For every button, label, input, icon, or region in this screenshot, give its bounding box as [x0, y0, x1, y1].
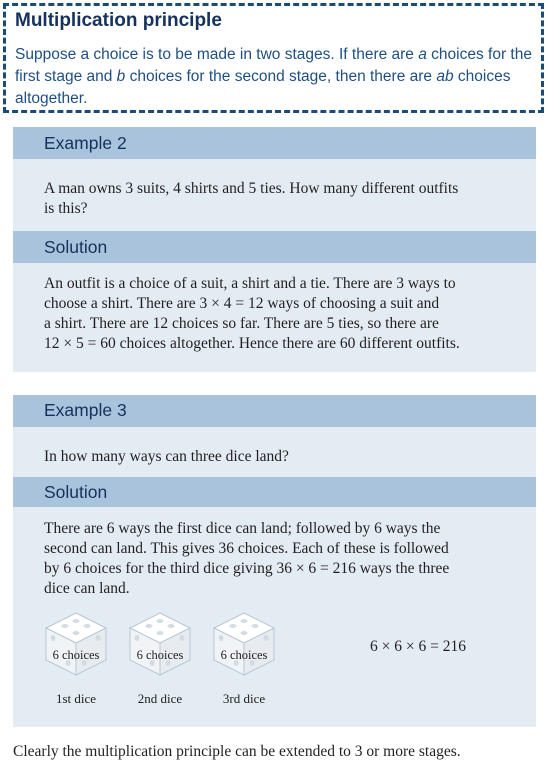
example-2-solution — [44, 274, 514, 354]
dice-equation: 6 × 6 × 6 = 216 — [370, 638, 466, 655]
die-icon — [127, 611, 193, 677]
variable-a: a — [418, 46, 427, 63]
variable-ab: ab — [436, 68, 454, 85]
example-3-solution — [44, 519, 514, 599]
principle-box — [3, 3, 544, 113]
example-2-header — [13, 127, 536, 159]
die-icon — [43, 611, 109, 677]
principle-text-part: choices for the second stage, then there are — [125, 68, 437, 85]
die-choices-label: 6 choices — [220, 648, 268, 662]
die-caption: 1st dice — [55, 691, 97, 706]
example-3-question: In how many ways can three dice land? — [44, 448, 289, 465]
principle-text-part: choices for the first stage and — [15, 46, 532, 85]
text-line: second can land. This gives 36 choices. Each of these is followed — [44, 540, 449, 557]
text-line: choose a shirt. There are 3 × 4 = 12 ways of choosing a suit and — [44, 295, 440, 312]
text-line: dice can land. — [44, 580, 130, 597]
footer-text: Clearly the multiplication principle can be extended to 3 or more stages. — [13, 743, 461, 760]
solution-heading: Solution — [44, 237, 108, 257]
example-2-heading: Example 2 — [44, 133, 127, 153]
example-2-solution-header — [13, 231, 536, 263]
text-line: An outfit is a choice of a suit, a shirt and a tie. There are 3 ways to — [44, 275, 456, 292]
principle-title: Multiplication principle — [15, 10, 222, 31]
die-caption: 2nd dice — [137, 691, 183, 706]
principle-text-part: Suppose a choice is to be made in two stages. If there are — [15, 46, 419, 63]
text-line: by 6 choices for the third dice giving 36 × 6 = 216 ways the three — [44, 560, 450, 577]
principle-text — [15, 44, 540, 110]
text-line: is this? — [44, 200, 88, 217]
die-choices-label: 6 choices — [136, 648, 184, 662]
example-2-question — [44, 179, 514, 219]
text-line: There are 6 ways the first dice can land; followed by 6 ways the — [44, 520, 441, 537]
example-3-solution-header — [13, 477, 536, 507]
example-3-heading: Example 3 — [44, 400, 127, 420]
example-3-panel — [13, 395, 536, 727]
die-icon — [211, 611, 277, 677]
example-2-panel — [13, 127, 536, 372]
text-line: A man owns 3 suits, 4 shirts and 5 ties. How many different outfits — [44, 180, 459, 197]
text-line: 12 × 5 = 60 choices altogether. Hence there are 60 different outfits. — [44, 335, 460, 352]
text-line: a shirt. There are 12 choices so far. There are 5 ties, so there are — [44, 315, 439, 332]
variable-b: b — [116, 68, 126, 85]
die-choices-label: 6 choices — [52, 648, 100, 662]
principle-text-part: choices altogether. — [15, 68, 511, 107]
solution-heading: Solution — [44, 482, 108, 502]
example-3-header — [13, 395, 536, 427]
die-caption: 3rd dice — [222, 691, 266, 706]
